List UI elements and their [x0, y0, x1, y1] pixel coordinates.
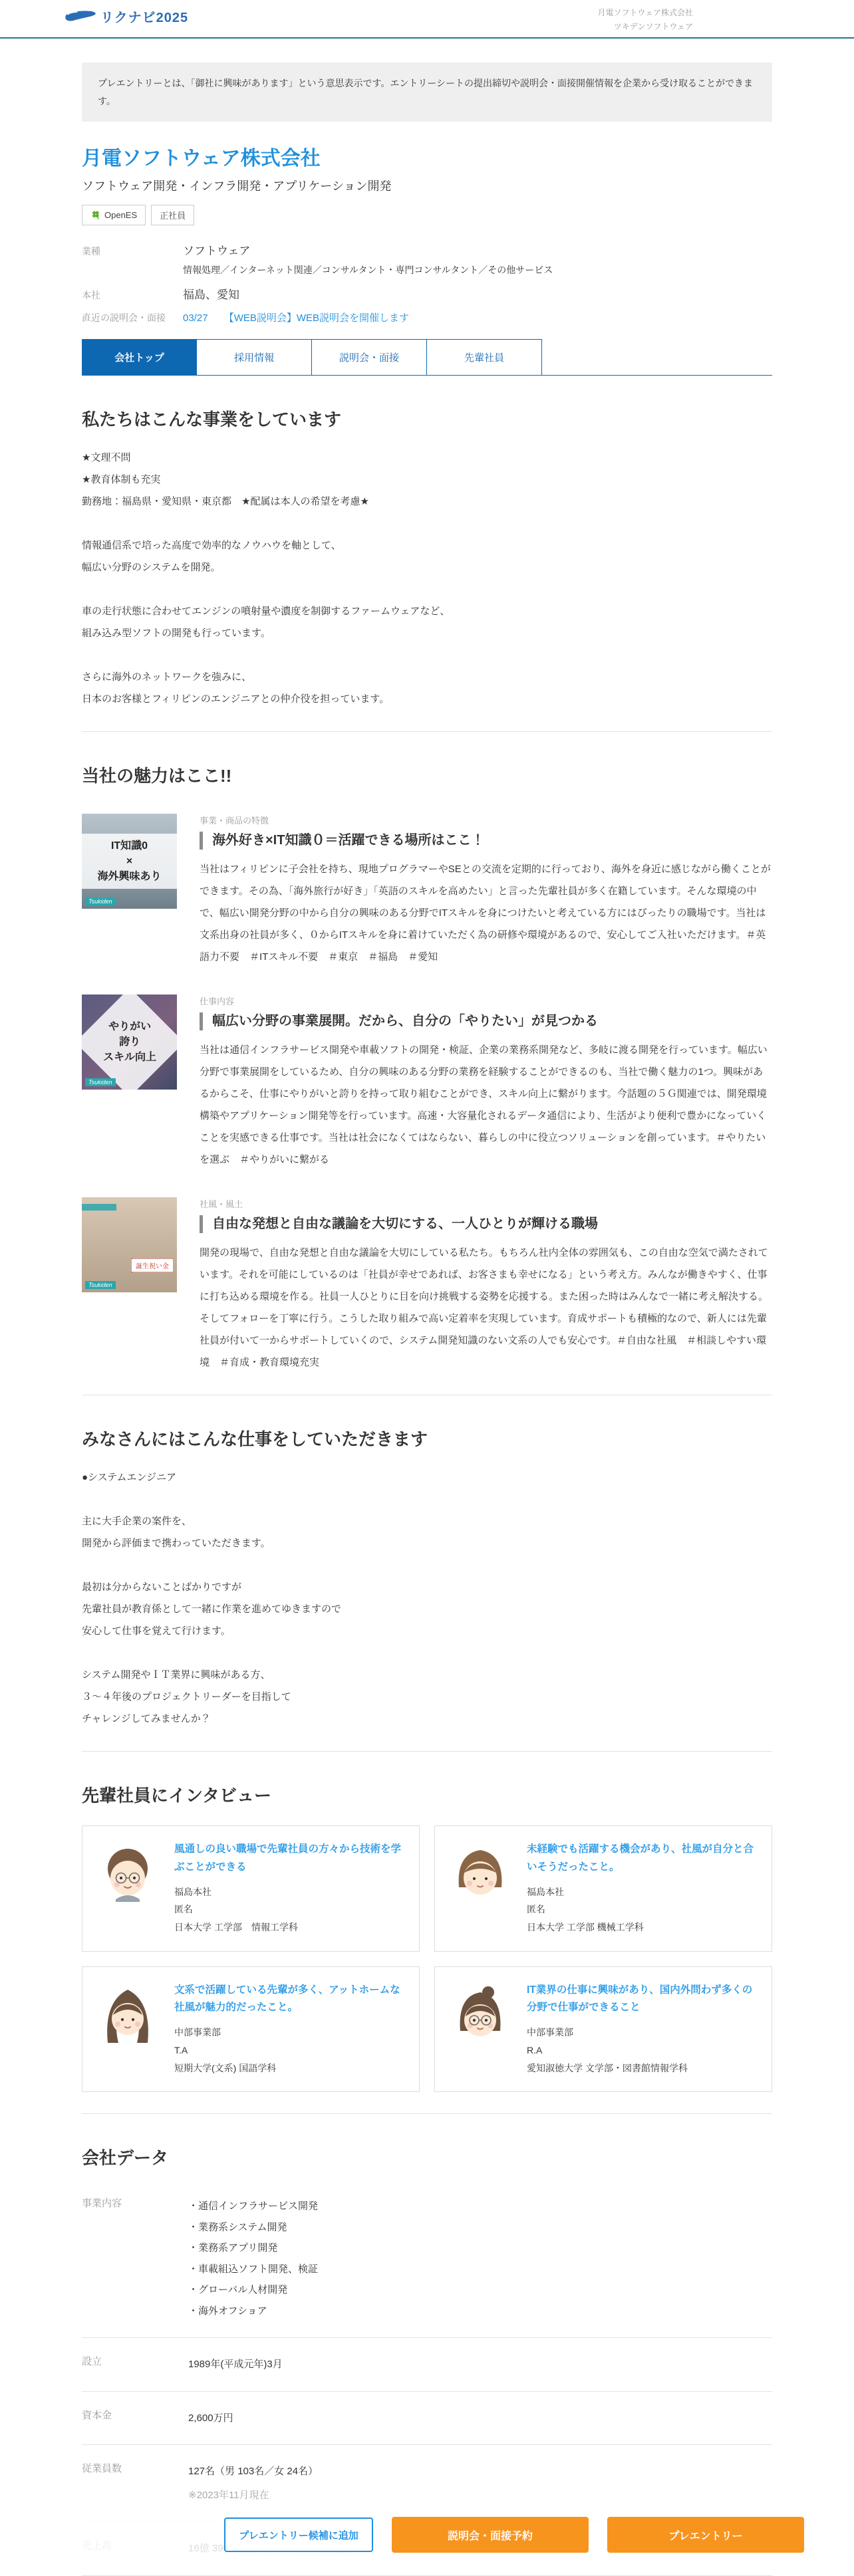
business-line: 情報通信系で培った高度で効率的なノウハウを軸として、 — [82, 540, 341, 552]
strength-image-motivation — [82, 995, 177, 1090]
work-line: システム開発やＩＴ業界に興味がある方、 — [82, 1669, 271, 1681]
interview-title-link[interactable]: 文系で活躍している先輩が多く、アットホームな社風が魅力的だったこと。 — [174, 1984, 400, 2013]
rikunabi-swoosh-icon — [63, 9, 98, 25]
strength-image-culture — [82, 1197, 177, 1292]
interview-office: 中部事業部 — [527, 2027, 573, 2038]
strength-card — [82, 995, 772, 1171]
rikunabi-logo-text: リクナビ2025 — [100, 11, 189, 25]
row-label: 資本金 — [82, 2409, 112, 2421]
strength-card — [82, 814, 772, 968]
business-item: ・グローバル人材開発 — [188, 2284, 288, 2296]
preentry-notice-banner: プレエントリーとは、「御社に興味があります」という意思表示です。エントリーシートの提出締切や説明会・面接開催情報を企業から受け取ることができます。 — [82, 62, 772, 122]
overlay-line: × — [126, 856, 133, 868]
business-line: ★文理不問 — [82, 452, 131, 464]
interview-school: 日本大学 工学部 機械工学科 — [527, 1922, 644, 1933]
business-line — [82, 644, 772, 666]
business-item: ・通信インフラサービス開発 — [188, 2200, 319, 2212]
header-company-name — [597, 6, 693, 34]
industry-label: 業種 — [82, 246, 100, 257]
work-text — [82, 1466, 772, 1730]
man-glasses-avatar — [97, 1841, 158, 1902]
strength-image-global — [82, 814, 177, 909]
interview-name: 匿名 — [527, 1904, 545, 1915]
work-line: 主に大手企業の案件を、 — [82, 1516, 192, 1528]
interview-name: R.A — [527, 2044, 543, 2055]
industry-sub: 情報処理／インターネット関連／コンサルタント・専門コンサルタント／その他サービス — [183, 265, 553, 276]
interview-card[interactable] — [434, 1825, 772, 1951]
row-label: 従業員数 — [82, 2463, 122, 2475]
tab-recruit-info[interactable]: 採用情報 — [197, 339, 312, 375]
interview-office: 福島本社 — [527, 1886, 564, 1897]
overlay-line: 誇り — [118, 1036, 140, 1048]
work-line: 最初は分からないことばかりですが — [82, 1581, 242, 1593]
strength-title: 海外好き×IT知識０＝活躍できる場所はここ！ — [200, 832, 772, 850]
session-link[interactable] — [183, 310, 409, 324]
tsukiden-watermark: Tsukiden — [85, 1078, 116, 1086]
overlay-line: IT知識0 — [110, 840, 148, 852]
tab-senior-employees[interactable]: 先輩社員 — [427, 339, 542, 375]
strengths-section-title: 当社の魅力はここ!! — [82, 766, 232, 786]
employment-type-label: 正社員 — [160, 211, 186, 221]
strength-body: 開発の現場で、自由な発想と自由な議論を大切にしている私たち。もちろん社内全体の雰囲気も、この自由な空気で満たされています。それを可能にしているのは「社員が幸せであれば、お客さまも幸せになる」という考え方。みんなが働きやすく、仕事に打ち込める環境を作る。社員一人ひとりに目を向け挑戦する姿勢を応援する。また困った時はみんなで一緒に考え解決する。そしてフォローを丁寧に行う。こうした取り組みで高い定着率を実現しています。育成サポートも積極的なので、新人には先輩社員が付いて一からサポートしていくので、システム開発知識のない文系の人でも安心です。＃自由な社風 ＃相談しやすい環境 ＃育成・教育環境充実 — [200, 1247, 769, 1369]
employees-note: ※2023年11月現在 — [188, 2489, 269, 2501]
benefit-chip: 誕生祝い金 — [132, 1258, 173, 1272]
headquarters-value: 福島、愛知 — [183, 289, 239, 302]
sticky-action-bar — [0, 2509, 854, 2561]
woman-bob-avatar — [450, 1841, 511, 1902]
work-line: 先輩社員が教育係として一緒に作業を進めてゆきますので — [82, 1603, 342, 1615]
strength-image-overlay — [82, 834, 177, 889]
interview-school: 短期大学(文系) 国語学科 — [174, 2062, 277, 2073]
strength-title: 幅広い分野の事業展開。だから、自分の「やりたい」が見つかる — [200, 1012, 772, 1030]
business-line: 幅広い分野のシステムを開発。 — [82, 562, 221, 574]
strength-kicker: 社風・風土 — [200, 1199, 243, 1210]
page-tabs — [82, 339, 772, 376]
overlay-line: 海外興味あり — [97, 871, 162, 883]
interview-title-link[interactable]: IT業界の仕事に興味があり、国内外問わず多くの分野で仕事ができること — [527, 1984, 753, 2013]
strength-card — [82, 1197, 772, 1373]
interview-title-link[interactable]: 風通しの良い職場で先輩社員の方々から技術を学ぶことができる — [174, 1843, 402, 1873]
capital-row — [82, 2392, 772, 2446]
overlay-line: やりがい — [108, 1020, 151, 1032]
business-item: ・業務系アプリ開発 — [188, 2242, 278, 2254]
tsukiden-watermark: Tsukiden — [85, 897, 116, 905]
woman-long-hair-avatar — [97, 1982, 158, 2043]
business-item: ・海外オフショア — [188, 2305, 267, 2317]
work-line — [82, 1642, 772, 1664]
interview-card[interactable] — [82, 1825, 420, 1951]
tsukiden-watermark: Tsukiden — [85, 1281, 116, 1289]
interview-school: 日本大学 工学部 情報工学科 — [174, 1922, 298, 1933]
business-line: さらに海外のネットワークを強みに、 — [82, 671, 252, 683]
business-item: ・車載組込ソフト開発、検証 — [188, 2263, 319, 2275]
industry-value: ソフトウェア — [183, 245, 251, 258]
business-line: 車の走行状態に合わせてエンジンの噴射量や濃度を制御するファームウェアなど、 — [82, 606, 450, 618]
diamond-overlay — [82, 995, 177, 1090]
section-divider — [82, 2113, 772, 2114]
founded-row — [82, 2338, 772, 2392]
business-line: 勤務地：福島県・愛知県・東京都 ★配属は本人の希望を考慮★ — [82, 496, 369, 508]
strength-title: 自由な発想と自由な議論を大切にする、一人ひとりが輝ける職場 — [200, 1215, 772, 1233]
work-line — [82, 1488, 772, 1510]
seminar-reserve-button[interactable]: 説明会・面接予約 — [392, 2517, 589, 2553]
industry-row — [82, 241, 772, 277]
woman-glasses-avatar — [450, 1982, 511, 2043]
business-line — [82, 513, 772, 534]
interview-office: 中部事業部 — [174, 2027, 221, 2038]
interview-school: 愛知淑徳大学 文学部・図書館情報学科 — [527, 2062, 688, 2073]
header-company-name-kana: ツキデンソフトウェア — [613, 22, 693, 31]
capital-value: 2,600万円 — [188, 2412, 233, 2424]
header-company-name-main: 月電ソフトウェア株式会社 — [597, 8, 693, 17]
work-line: チャレンジしてみませんか？ — [82, 1713, 211, 1725]
tab-seminar-interview[interactable]: 説明会・面接 — [312, 339, 427, 375]
interview-office: 福島本社 — [174, 1886, 212, 1897]
business-line: 組み込み型ソフトの開発も行っています。 — [82, 628, 271, 640]
work-line: ３～４年後のプロジェクトリーダーを目指して — [82, 1691, 291, 1703]
employees-value: 127名（男 103名／女 24名） — [188, 2466, 319, 2478]
interview-card[interactable] — [82, 1966, 420, 2092]
founded-value: 1989年(平成元年)3月 — [188, 2359, 283, 2371]
business-line — [82, 578, 772, 600]
session-label: 直近の説明会・面接 — [82, 312, 166, 324]
preentry-candidate-button[interactable]: プレエントリー候補に追加 — [224, 2517, 373, 2552]
business-content-row — [82, 2180, 772, 2338]
headquarters-row — [82, 285, 772, 302]
headquarters-label: 本社 — [82, 290, 100, 301]
section-divider — [82, 1751, 772, 1752]
session-date: 03/27 — [183, 312, 208, 324]
badge-row — [82, 205, 772, 225]
interview-section-title: 先輩社員にインタビュー — [82, 1786, 271, 1806]
row-label: 設立 — [82, 2356, 102, 2368]
openes-clover-icon — [90, 210, 100, 220]
work-line: 開発から評価まで携わっていただきます。 — [82, 1538, 271, 1550]
image-label-strip — [82, 1204, 116, 1211]
company-meta — [82, 241, 772, 324]
strength-kicker: 事業・商品の特徴 — [200, 816, 269, 826]
company-data-title: 会社データ — [82, 2148, 169, 2168]
business-line: ★教育体制も充実 — [82, 474, 161, 486]
strength-body: 当社はフィリピンに子会社を持ち、現地プログラマーやSEとの交流を定期的に行っており、海外を身近に感じながら働くことができます。その為、「海外旅行が好き」「英語のスキルを高めたい」と言った先輩社員が多く在籍しています。そんな環境の中で、幅広い開発分野の中から自分の興味のある分野でITスキルを身につけたいと考えている方にはぴったりの職場です。当社は文系出身の社員が多く、０からITスキルを身に着けていただく為の研修や環境があるので、安心してご入社いただけます。＃英語力不要 ＃ITスキル不要 ＃東京 ＃福島 ＃愛知 — [200, 864, 771, 963]
business-text — [82, 447, 772, 710]
business-line: 日本のお客様とフィリピンのエンジニアとの仲介役を担っています。 — [82, 693, 390, 705]
interview-title-link[interactable]: 未経験でも活躍する機会があり、社風が自分と合いそうだったこと。 — [527, 1843, 754, 1873]
work-section-title: みなさんにはこんな仕事をしていただきます — [82, 1429, 428, 1450]
company-title: 月電ソフトウェア株式会社 — [82, 148, 321, 170]
work-line: ●システムエンジニア — [82, 1472, 177, 1484]
strength-body: 当社は通信インフラサービス開発や車載ソフトの開発・検証、企業の業務系開発など、多岐に渡る開発を行っています。幅広い分野で事業展開をしているため、自分の興味のある分野の業務を経験することができるのも、当社で働く魅力の1つ。興味があるからこそ、仕事にやりがいと誇りを持って取り組むことができ、スキル向上に繋がります。今話題の５Ｇ関連では、開発環境構築やアプリケーション開発等を行っています。高速・大容量化されるデータ通信により、生活がより便利で豊かになっていくことを実感できる仕事です。当社は社会になくてはならない、暮らしの中に役立つソリューションを創っています。＃やりたいを選ぶ ＃やりがいに繋がる — [200, 1044, 768, 1166]
site-header — [0, 0, 854, 39]
business-item: ・業務系システム開発 — [188, 2221, 287, 2233]
interview-card[interactable] — [434, 1966, 772, 2092]
row-label: 事業内容 — [82, 2198, 122, 2210]
session-text: 【WEB説明会】WEB説明会を開催します — [223, 312, 410, 324]
rikunabi-logo[interactable] — [63, 7, 188, 26]
interview-grid — [82, 1825, 772, 2092]
strength-kicker: 仕事内容 — [200, 996, 235, 1007]
session-row — [82, 310, 772, 324]
openes-badge — [82, 205, 146, 225]
business-section-title: 私たちはこんな事業をしています — [82, 410, 342, 430]
interview-name: 匿名 — [174, 1904, 193, 1915]
work-line — [82, 1554, 772, 1576]
work-line: 安心して仕事を覚えて行けます。 — [82, 1625, 231, 1637]
section-divider — [82, 731, 772, 732]
overlay-line: スキル向上 — [102, 1052, 156, 1064]
preentry-button[interactable]: プレエントリー — [607, 2517, 804, 2553]
tab-company-top[interactable]: 会社トップ — [82, 339, 197, 375]
company-tagline: ソフトウェア開発・インフラ開発・アプリケーション開発 — [82, 179, 392, 193]
interview-name: T.A — [174, 2044, 188, 2055]
employment-type-badge — [151, 205, 194, 225]
openes-badge-label: OpenES — [104, 210, 138, 221]
